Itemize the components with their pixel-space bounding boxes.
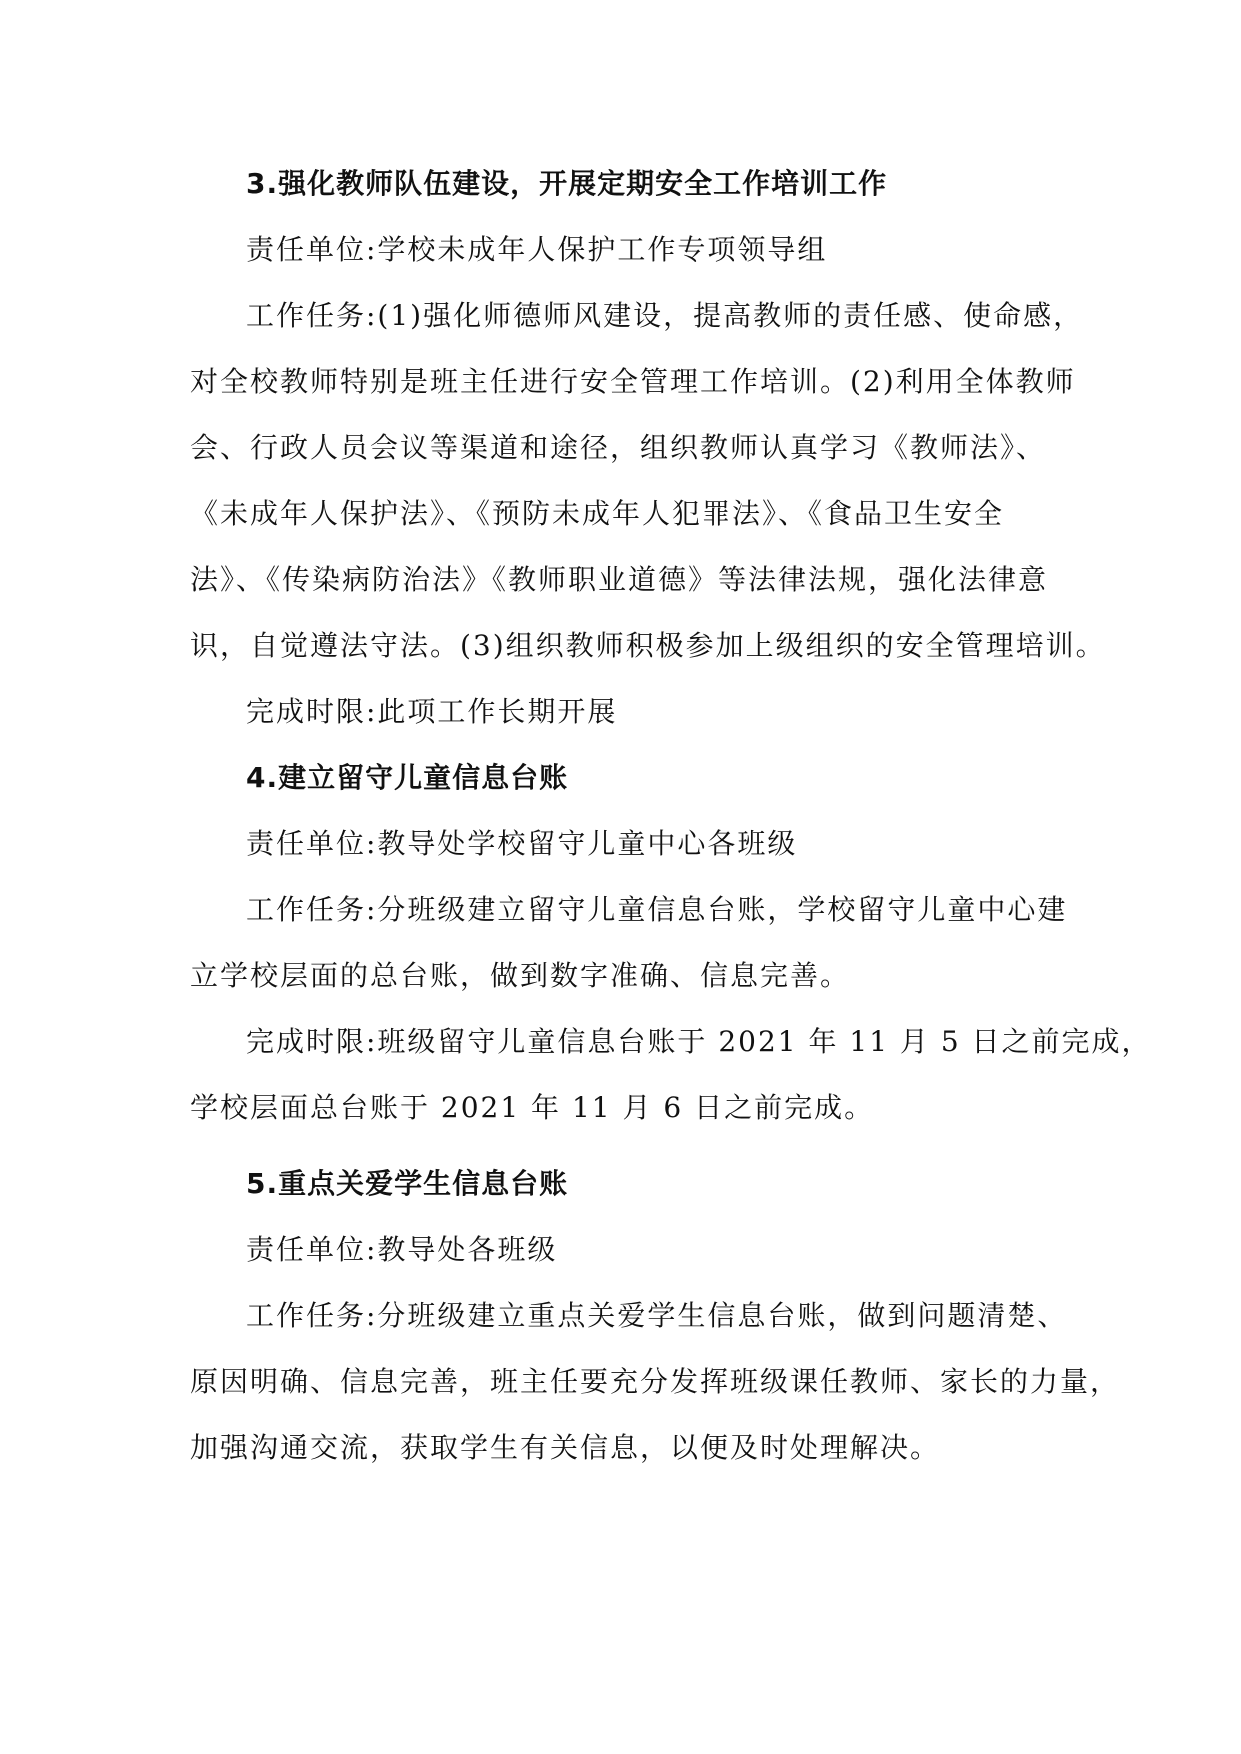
section-4-deadline-line-2: 学校层面总台账于 2021 年 11 月 6 日之前完成。 — [190, 1091, 875, 1124]
section-4-heading: 4.建立留守儿童信息台账 — [246, 761, 569, 794]
section-4-deadline-line-1: 完成时限:班级留守儿童信息台账于 2021 年 11 月 5 日之前完成， — [246, 1025, 1152, 1058]
section-4-responsible: 责任单位:教导处学校留守儿童中心各班级 — [246, 827, 798, 860]
section-3-task-line-6: 识，自觉遵法守法。(3)组织教师积极参加上级组织的安全管理培训。 — [190, 629, 1106, 662]
section-3-deadline: 完成时限:此项工作长期开展 — [246, 695, 618, 728]
section-4-task-line-1: 工作任务:分班级建立留守儿童信息台账，学校留守儿童中心建 — [246, 893, 1068, 926]
section-5-heading: 5.重点关爱学生信息台账 — [246, 1167, 569, 1200]
section-5-responsible: 责任单位:教导处各班级 — [246, 1233, 558, 1266]
section-5-task-line-1: 工作任务:分班级建立重点关爱学生信息台账，做到问题清楚、 — [246, 1299, 1068, 1332]
section-5-task-line-3: 加强沟通交流，获取学生有关信息，以便及时处理解决。 — [190, 1431, 941, 1464]
section-3-task-line-3: 会、行政人员会议等渠道和途径，组织教师认真学习《教师法》、 — [190, 431, 1047, 464]
section-4-task-line-2: 立学校层面的总台账，做到数字准确、信息完善。 — [190, 959, 851, 992]
section-3-task-line-2: 对全校教师特别是班主任进行安全管理工作培训。(2)利用全体教师 — [190, 365, 1076, 398]
section-3-task-line-5: 法》、《传染病防治法》《教师职业道德》等法律法规，强化法律意 — [190, 563, 1049, 596]
section-3-task-line-1: 工作任务:(1)强化师德师风建设，提高教师的责任感、使命感， — [246, 299, 1084, 332]
section-5-task-line-2: 原因明确、信息完善，班主任要充分发挥班级课任教师、家长的力量， — [190, 1365, 1121, 1398]
section-3-task-line-4: 《未成年人保护法》、《预防未成年人犯罪法》、《食品卫生安全 — [190, 497, 1005, 530]
section-3-responsible: 责任单位:学校未成年人保护工作专项领导组 — [246, 233, 828, 266]
section-3-heading: 3.强化教师队伍建设，开展定期安全工作培训工作 — [246, 167, 888, 200]
